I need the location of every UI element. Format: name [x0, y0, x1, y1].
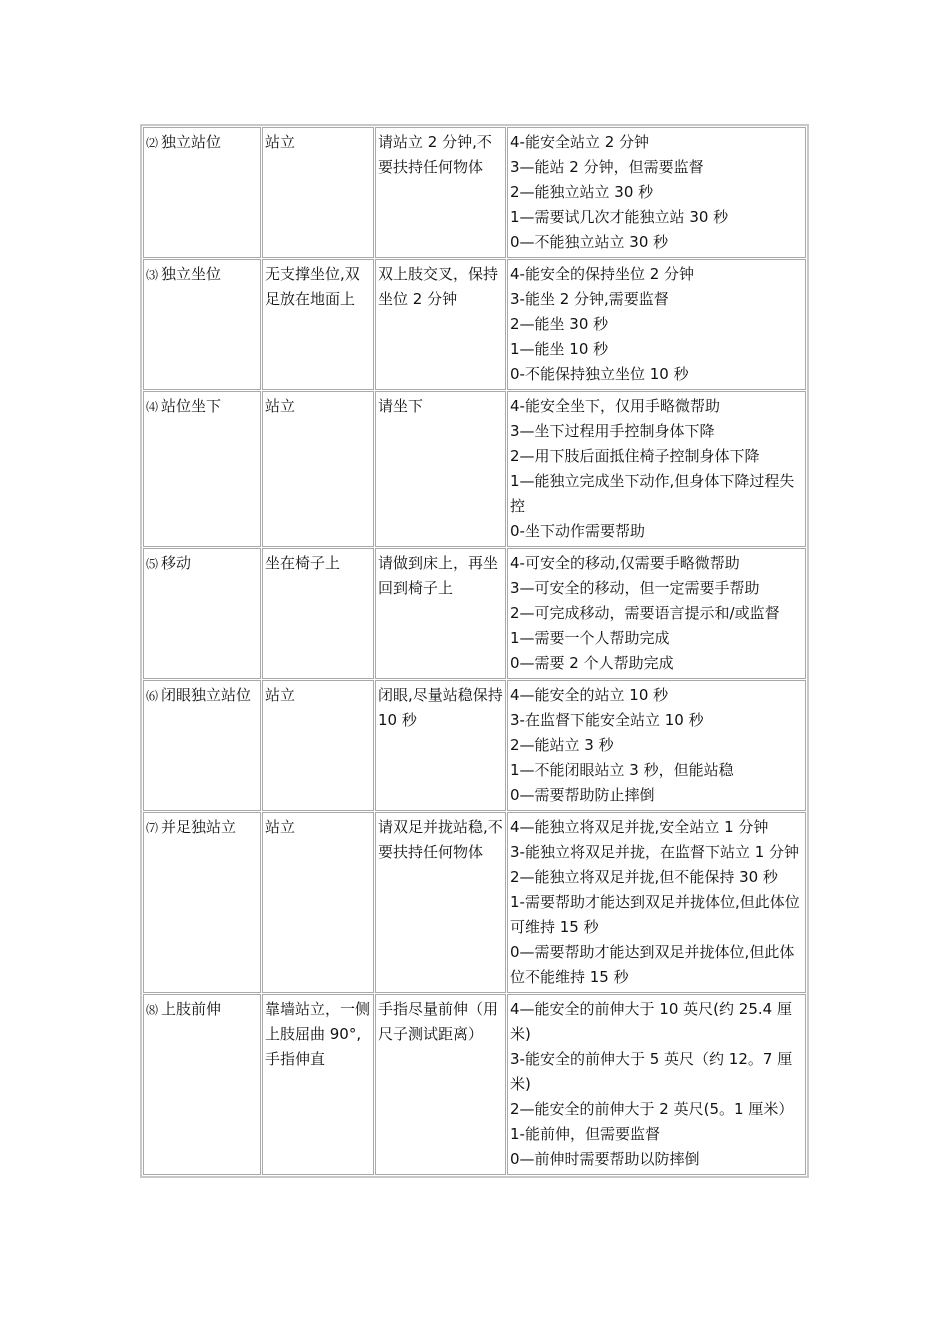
item-number: ⑵ [146, 136, 159, 150]
score-line: 4-能安全的保持坐位 2 分钟 [510, 265, 695, 283]
table-row [143, 548, 806, 679]
assessment-table-frame [140, 124, 809, 1178]
score-cell [507, 259, 806, 390]
item-name: 站位坐下 [161, 397, 222, 415]
instruction-cell: 请坐下 [375, 391, 506, 547]
score-line: 0—需要帮助防止摔倒 [510, 786, 655, 804]
score-cell [507, 127, 806, 258]
score-line: 0-不能保持独立坐位 10 秒 [510, 365, 689, 383]
instruction-cell: 请双足并拢站稳,不要扶持任何物体 [375, 812, 506, 993]
position-cell: 站立 [262, 391, 374, 547]
table-row [143, 391, 806, 547]
item-name: 独立站位 [161, 133, 222, 151]
score-line: 3-能安全的前伸大于 5 英尺（约 12。7 厘米) [510, 1050, 793, 1093]
item-cell [143, 259, 261, 390]
score-line: 3—可安全的移动，但一定需要手帮助 [510, 579, 760, 597]
score-line: 3-能独立将双足并拢，在监督下站立 1 分钟 [510, 843, 800, 861]
score-line: 2—能站立 3 秒 [510, 736, 614, 754]
item-name: 移动 [161, 554, 192, 572]
balance-assessment-table [142, 126, 807, 1176]
score-line: 4-可安全的移动,仅需要手略微帮助 [510, 554, 740, 572]
item-cell [143, 680, 261, 811]
position-cell: 坐在椅子上 [262, 548, 374, 679]
table-row [143, 812, 806, 993]
score-cell [507, 994, 806, 1175]
item-cell [143, 127, 261, 258]
item-name: 并足独站立 [161, 818, 237, 836]
position-cell: 靠墙站立，一侧上肢屈曲 90°,手指伸直 [262, 994, 374, 1175]
score-line: 1-需要帮助才能达到双足并拢体位,但此体位可维持 15 秒 [510, 893, 800, 936]
score-line: 4—能独立将双足并拢,安全站立 1 分钟 [510, 818, 769, 836]
score-line: 0—需要帮助才能达到双足并拢体位,但此体位不能维持 15 秒 [510, 943, 795, 986]
score-line: 4—能安全的前伸大于 10 英尺(约 25.4 厘米) [510, 1000, 792, 1043]
instruction-cell: 请站立 2 分钟,不要扶持任何物体 [375, 127, 506, 258]
score-line: 0-坐下动作需要帮助 [510, 522, 645, 540]
score-line: 0—需要 2 个人帮助完成 [510, 654, 674, 672]
score-cell [507, 391, 806, 547]
score-cell [507, 548, 806, 679]
score-line: 1—能独立完成坐下动作,但身体下降过程失控 [510, 472, 795, 515]
score-line: 0—前伸时需要帮助以防摔倒 [510, 1150, 700, 1168]
score-line: 3-在监督下能安全站立 10 秒 [510, 711, 704, 729]
item-number: ⑹ [146, 689, 159, 703]
table-row [143, 127, 806, 258]
score-line: 2—能独立将双足并拢,但不能保持 30 秒 [510, 868, 778, 886]
score-cell [507, 680, 806, 811]
score-line: 1—能坐 10 秒 [510, 340, 609, 358]
position-cell: 站立 [262, 680, 374, 811]
score-line: 4-能安全坐下，仅用手略微帮助 [510, 397, 720, 415]
instruction-cell: 双上肢交叉，保持坐位 2 分钟 [375, 259, 506, 390]
table-row [143, 680, 806, 811]
item-cell [143, 548, 261, 679]
item-name: 上肢前伸 [161, 1000, 222, 1018]
instruction-cell: 闭眼,尽量站稳保持 10 秒 [375, 680, 506, 811]
score-line: 2—能坐 30 秒 [510, 315, 609, 333]
score-line: 2—可完成移动，需要语言提示和/或监督 [510, 604, 780, 622]
score-line: 3—能站 2 分钟，但需要监督 [510, 158, 704, 176]
item-cell [143, 994, 261, 1175]
item-cell [143, 812, 261, 993]
item-number: ⑷ [146, 400, 159, 414]
score-line: 1—需要一个人帮助完成 [510, 629, 670, 647]
item-number: ⑺ [146, 821, 159, 835]
table-row [143, 994, 806, 1175]
score-line: 2—能独立站立 30 秒 [510, 183, 654, 201]
score-line: 2—用下肢后面抵住椅子控制身体下降 [510, 447, 760, 465]
score-cell [507, 812, 806, 993]
score-line: 3—坐下过程用手控制身体下降 [510, 422, 715, 440]
score-line: 4—能安全的站立 10 秒 [510, 686, 669, 704]
item-name: 独立坐位 [161, 265, 222, 283]
score-line: 2—能安全的前伸大于 2 英尺(5。1 厘米） [510, 1100, 794, 1118]
instruction-cell: 请做到床上，再坐回到椅子上 [375, 548, 506, 679]
item-name: 闭眼独立站位 [161, 686, 252, 704]
score-line: 3-能坐 2 分钟,需要监督 [510, 290, 669, 308]
table-row [143, 259, 806, 390]
item-number: ⑸ [146, 557, 159, 571]
item-number: ⑶ [146, 268, 159, 282]
table-body [143, 127, 806, 1175]
instruction-cell: 手指尽量前伸（用尺子测试距离） [375, 994, 506, 1175]
score-line: 1—需要试几次才能独立站 30 秒 [510, 208, 729, 226]
item-number: ⑻ [146, 1003, 159, 1017]
position-cell: 无支撑坐位,双足放在地面上 [262, 259, 374, 390]
item-cell [143, 391, 261, 547]
position-cell: 站立 [262, 127, 374, 258]
score-line: 1-能前伸，但需要监督 [510, 1125, 660, 1143]
score-line: 0—不能独立站立 30 秒 [510, 233, 669, 251]
score-line: 1—不能闭眼站立 3 秒，但能站稳 [510, 761, 734, 779]
position-cell: 站立 [262, 812, 374, 993]
score-line: 4-能安全站立 2 分钟 [510, 133, 650, 151]
